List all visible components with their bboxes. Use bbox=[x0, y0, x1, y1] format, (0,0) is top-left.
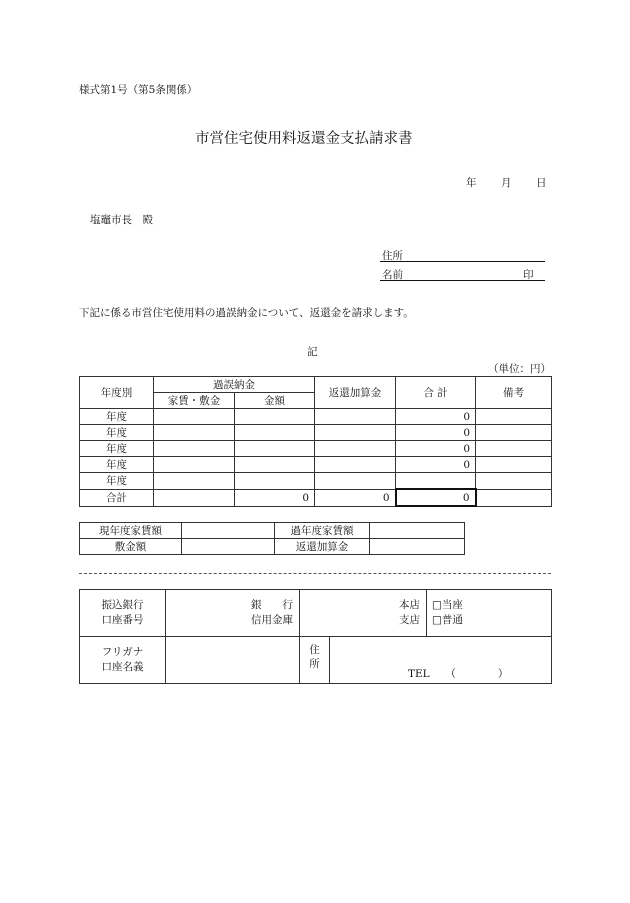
credit-union-label: 信用金庫 bbox=[251, 614, 293, 626]
addressee: 塩竈市長 殿 bbox=[90, 214, 153, 226]
cut-line bbox=[79, 573, 551, 574]
address-label-char-1: 住 bbox=[309, 644, 320, 656]
refund-addition-cell[interactable] bbox=[315, 457, 396, 473]
bank-table bbox=[79, 589, 552, 684]
ordinary-checkbox[interactable]: □普通 bbox=[432, 614, 463, 626]
row-label: 年度 bbox=[80, 457, 154, 473]
table-row bbox=[80, 409, 552, 425]
address-label-char-2: 所 bbox=[309, 658, 320, 670]
remarks-cell[interactable] bbox=[476, 425, 552, 441]
bank-label-cell bbox=[80, 590, 166, 637]
applicant-address-line bbox=[380, 261, 545, 262]
row-label: 年度 bbox=[80, 441, 154, 457]
bank-name-cell[interactable] bbox=[166, 590, 300, 637]
refund-addition-cell[interactable] bbox=[315, 409, 396, 425]
current-rent-value[interactable] bbox=[182, 523, 275, 539]
deposit-value[interactable] bbox=[182, 539, 275, 555]
holder-address-label-cell bbox=[300, 637, 330, 684]
total-amount-cell: 0 bbox=[235, 489, 315, 506]
account-number-label: 口座番号 bbox=[101, 614, 144, 626]
unit-label: （単位：円） bbox=[488, 363, 551, 375]
row-label: 年度 bbox=[80, 473, 154, 490]
intro-text: 下記に係る市営住宅使用料の過誤納金について、返還金を請求します。 bbox=[79, 307, 414, 319]
total-cell bbox=[396, 473, 476, 490]
checking-checkbox[interactable]: □当座 bbox=[432, 599, 463, 611]
amount-cell[interactable] bbox=[235, 441, 315, 457]
total-row-label: 合計 bbox=[80, 489, 154, 506]
total-cell: 0 bbox=[396, 409, 476, 425]
table-row bbox=[80, 425, 552, 441]
rent-deposit-cell[interactable] bbox=[154, 457, 235, 473]
date-year-label: 年 bbox=[466, 177, 477, 189]
refund-addition-cell[interactable] bbox=[315, 425, 396, 441]
amount-cell[interactable] bbox=[235, 409, 315, 425]
table-row bbox=[80, 441, 552, 457]
total-rent-deposit-cell bbox=[154, 489, 235, 506]
row-label: 年度 bbox=[80, 425, 154, 441]
total-cell: 0 bbox=[396, 425, 476, 441]
remarks-cell[interactable] bbox=[476, 441, 552, 457]
refund-addition-cell[interactable] bbox=[315, 473, 396, 490]
account-holder-label: 口座名義 bbox=[101, 661, 144, 673]
header-fiscal-year: 年度別 bbox=[80, 377, 154, 409]
page-title: 市営住宅使用料返還金支払請求書 bbox=[195, 131, 413, 147]
head-office-label: 本店 bbox=[399, 599, 420, 611]
date-month-label: 月 bbox=[501, 177, 512, 189]
seal-mark: 印 bbox=[523, 269, 534, 281]
refund-addition-cell[interactable] bbox=[315, 441, 396, 457]
header-remarks: 備考 bbox=[476, 377, 552, 409]
remarks-cell[interactable] bbox=[476, 457, 552, 473]
holder-address-value[interactable] bbox=[330, 637, 552, 684]
applicant-address-label: 住所 bbox=[382, 250, 403, 262]
date-day-label: 日 bbox=[536, 177, 547, 189]
rent-deposit-cell[interactable] bbox=[154, 409, 235, 425]
rent-deposit-cell[interactable] bbox=[154, 473, 235, 490]
amount-cell[interactable] bbox=[235, 457, 315, 473]
form-number: 様式第1号（第5条関係） bbox=[79, 84, 198, 96]
total-remarks-cell bbox=[476, 489, 552, 506]
furigana-label: フリガナ bbox=[101, 646, 144, 658]
table-row bbox=[80, 473, 552, 490]
holder-label-cell bbox=[80, 637, 166, 684]
header-rent-deposit: 家賃・敷金 bbox=[154, 393, 235, 409]
past-rent-label: 過年度家賃額 bbox=[275, 523, 370, 539]
rent-deposit-cell[interactable] bbox=[154, 425, 235, 441]
deposit-label: 敷金額 bbox=[80, 539, 182, 555]
total-cell: 0 bbox=[396, 457, 476, 473]
header-amount: 金額 bbox=[235, 393, 315, 409]
branch-label: 支店 bbox=[399, 614, 420, 626]
amount-cell[interactable] bbox=[235, 473, 315, 490]
current-rent-label: 現年度家賃額 bbox=[80, 523, 182, 539]
remarks-cell[interactable] bbox=[476, 473, 552, 490]
overpayment-table bbox=[79, 376, 552, 507]
amount-cell[interactable] bbox=[235, 425, 315, 441]
total-cell: 0 bbox=[396, 441, 476, 457]
header-total: 合 計 bbox=[396, 377, 476, 409]
branch-cell[interactable] bbox=[300, 590, 427, 637]
bank-type-label: 銀 行 bbox=[251, 599, 293, 611]
applicant-name-line bbox=[380, 280, 545, 281]
past-rent-value[interactable] bbox=[370, 523, 465, 539]
refund-addition-label: 返還加算金 bbox=[275, 539, 370, 555]
refund-addition-value[interactable] bbox=[370, 539, 465, 555]
header-refund-addition: 返還加算金 bbox=[315, 377, 396, 409]
rent-deposit-cell[interactable] bbox=[154, 441, 235, 457]
row-label: 年度 bbox=[80, 409, 154, 425]
total-row bbox=[80, 489, 552, 506]
account-type-cell bbox=[427, 590, 552, 637]
table-row bbox=[80, 457, 552, 473]
bank-label: 振込銀行 bbox=[101, 599, 144, 611]
total-refund-addition-cell: 0 bbox=[315, 489, 396, 506]
rent-summary-table bbox=[79, 522, 465, 555]
account-holder-value[interactable] bbox=[166, 637, 300, 684]
note-heading: 記 bbox=[307, 346, 318, 358]
grand-total-cell: 0 bbox=[396, 489, 476, 506]
applicant-name-label: 名前 bbox=[382, 269, 403, 281]
tel-label: TEL （ ） bbox=[408, 668, 509, 680]
remarks-cell[interactable] bbox=[476, 409, 552, 425]
header-overpayment: 過誤納金 bbox=[154, 377, 315, 393]
